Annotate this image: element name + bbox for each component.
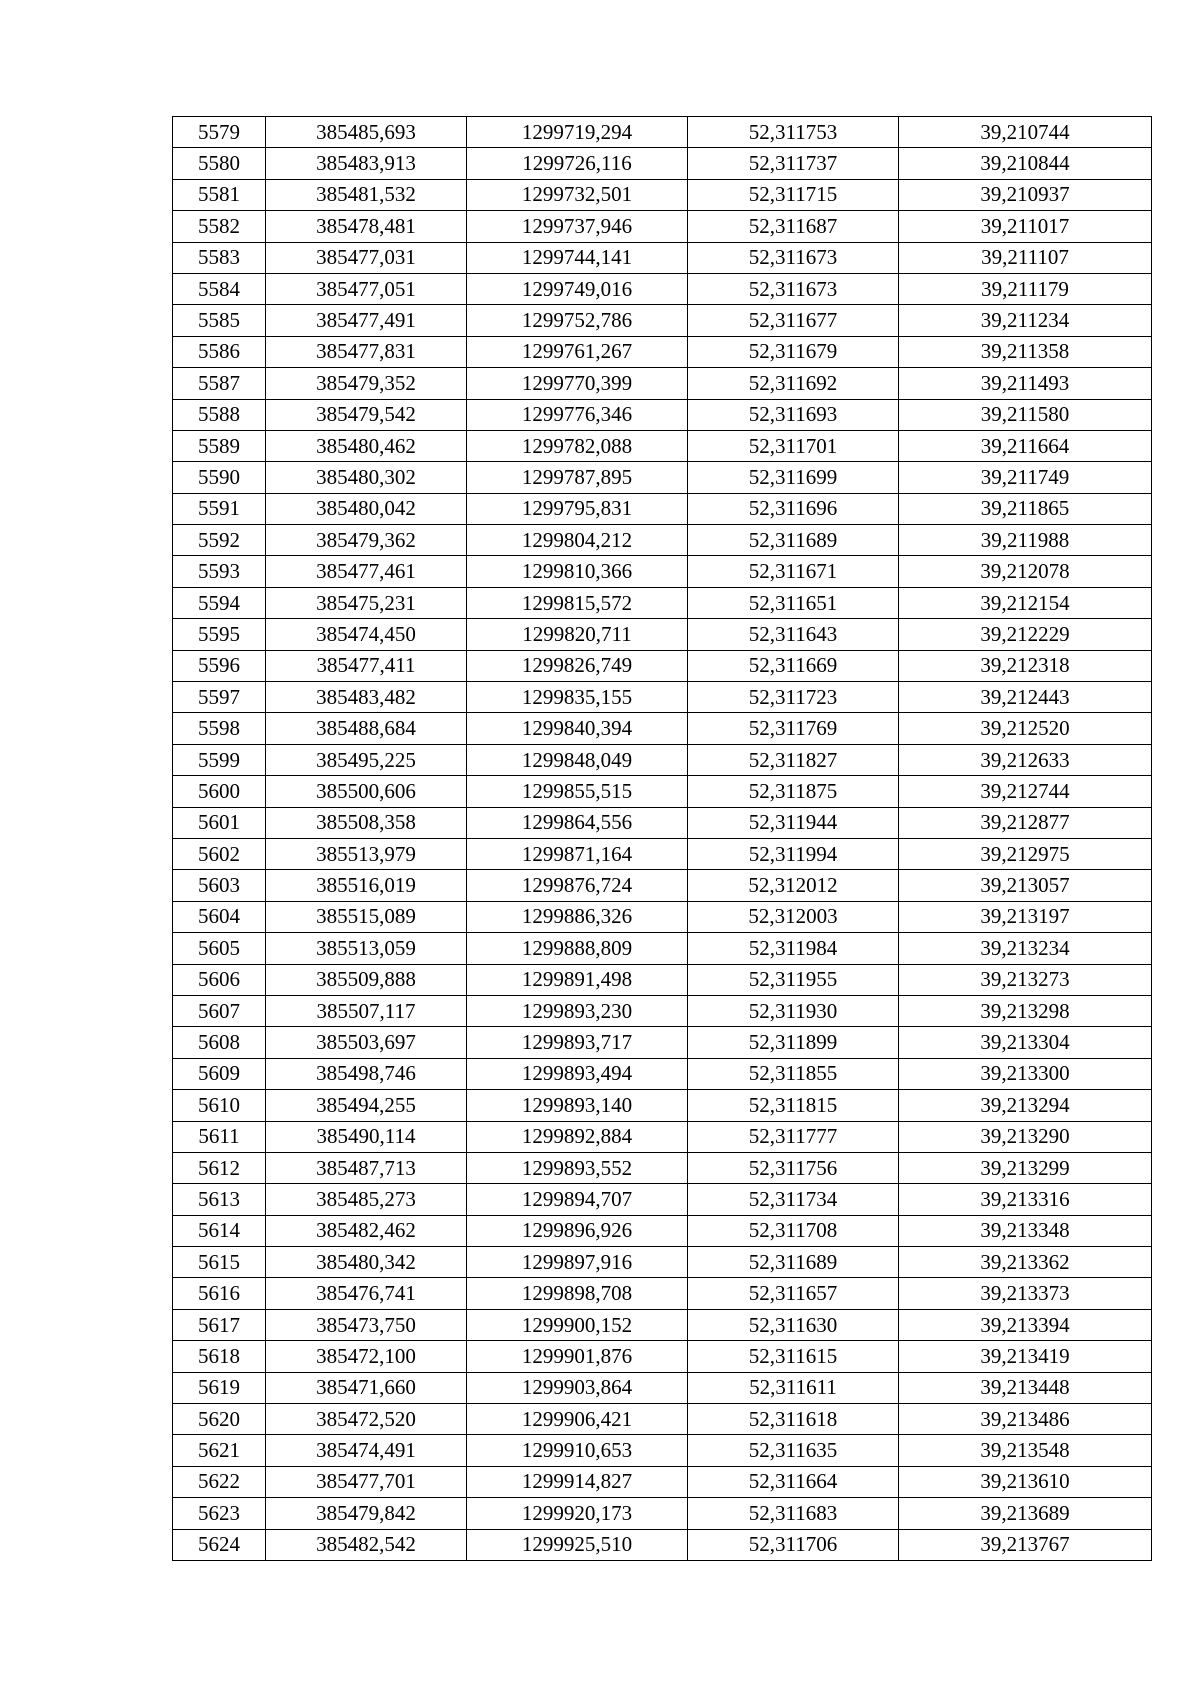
latitude-cell: 52,311683 <box>688 1498 899 1529</box>
y-coordinate-cell: 1299896,926 <box>467 1215 688 1246</box>
point-number-cell: 5620 <box>173 1404 266 1435</box>
table-row <box>173 1466 1152 1497</box>
latitude-cell: 52,311664 <box>688 1466 899 1497</box>
point-number-cell: 5596 <box>173 650 266 681</box>
latitude-cell: 52,311618 <box>688 1404 899 1435</box>
latitude-cell: 52,311671 <box>688 556 899 587</box>
longitude-cell: 39,212877 <box>899 807 1152 838</box>
latitude-cell: 52,311769 <box>688 713 899 744</box>
latitude-cell: 52,311723 <box>688 682 899 713</box>
x-coordinate-cell: 385480,342 <box>266 1247 467 1278</box>
x-coordinate-cell: 385477,461 <box>266 556 467 587</box>
point-number-cell: 5587 <box>173 368 266 399</box>
y-coordinate-cell: 1299787,895 <box>467 462 688 493</box>
table-row <box>173 964 1152 995</box>
table-row <box>173 1404 1152 1435</box>
y-coordinate-cell: 1299826,749 <box>467 650 688 681</box>
point-number-cell: 5597 <box>173 682 266 713</box>
latitude-cell: 52,311669 <box>688 650 899 681</box>
longitude-cell: 39,212318 <box>899 650 1152 681</box>
y-coordinate-cell: 1299815,572 <box>467 587 688 618</box>
table-row <box>173 713 1152 744</box>
y-coordinate-cell: 1299900,152 <box>467 1309 688 1340</box>
point-number-cell: 5607 <box>173 995 266 1026</box>
y-coordinate-cell: 1299871,164 <box>467 838 688 869</box>
longitude-cell: 39,211107 <box>899 242 1152 273</box>
point-number-cell: 5613 <box>173 1184 266 1215</box>
point-number-cell: 5605 <box>173 933 266 964</box>
table-row <box>173 462 1152 493</box>
table-row <box>173 1090 1152 1121</box>
x-coordinate-cell: 385477,491 <box>266 305 467 336</box>
x-coordinate-cell: 385483,913 <box>266 148 467 179</box>
latitude-cell: 52,311699 <box>688 462 899 493</box>
x-coordinate-cell: 385479,352 <box>266 368 467 399</box>
latitude-cell: 52,312012 <box>688 870 899 901</box>
longitude-cell: 39,213373 <box>899 1278 1152 1309</box>
table-row <box>173 807 1152 838</box>
point-number-cell: 5598 <box>173 713 266 744</box>
table-row <box>173 1372 1152 1403</box>
point-number-cell: 5623 <box>173 1498 266 1529</box>
table-row <box>173 179 1152 210</box>
longitude-cell: 39,211179 <box>899 273 1152 304</box>
latitude-cell: 52,311955 <box>688 964 899 995</box>
y-coordinate-cell: 1299897,916 <box>467 1247 688 1278</box>
x-coordinate-cell: 385509,888 <box>266 964 467 995</box>
y-coordinate-cell: 1299906,421 <box>467 1404 688 1435</box>
table-row <box>173 1278 1152 1309</box>
x-coordinate-cell: 385472,100 <box>266 1341 467 1372</box>
y-coordinate-cell: 1299888,809 <box>467 933 688 964</box>
table-row <box>173 305 1152 336</box>
table-row <box>173 870 1152 901</box>
latitude-cell: 52,311643 <box>688 619 899 650</box>
longitude-cell: 39,210844 <box>899 148 1152 179</box>
y-coordinate-cell: 1299810,366 <box>467 556 688 587</box>
y-coordinate-cell: 1299726,116 <box>467 148 688 179</box>
x-coordinate-cell: 385479,362 <box>266 525 467 556</box>
x-coordinate-cell: 385480,302 <box>266 462 467 493</box>
table-row <box>173 117 1152 148</box>
point-number-cell: 5582 <box>173 211 266 242</box>
table-row <box>173 901 1152 932</box>
table-row <box>173 1058 1152 1089</box>
table-row <box>173 744 1152 775</box>
point-number-cell: 5622 <box>173 1466 266 1497</box>
table-row <box>173 1152 1152 1183</box>
point-number-cell: 5604 <box>173 901 266 932</box>
y-coordinate-cell: 1299893,140 <box>467 1090 688 1121</box>
x-coordinate-cell: 385477,411 <box>266 650 467 681</box>
longitude-cell: 39,212229 <box>899 619 1152 650</box>
latitude-cell: 52,311673 <box>688 242 899 273</box>
x-coordinate-cell: 385479,542 <box>266 399 467 430</box>
longitude-cell: 39,213197 <box>899 901 1152 932</box>
latitude-cell: 52,311689 <box>688 1247 899 1278</box>
longitude-cell: 39,213362 <box>899 1247 1152 1278</box>
y-coordinate-cell: 1299891,498 <box>467 964 688 995</box>
coordinates-table-body <box>173 117 1152 1561</box>
longitude-cell: 39,213234 <box>899 933 1152 964</box>
x-coordinate-cell: 385513,979 <box>266 838 467 869</box>
latitude-cell: 52,311657 <box>688 1278 899 1309</box>
table-row <box>173 430 1152 461</box>
y-coordinate-cell: 1299886,326 <box>467 901 688 932</box>
table-row <box>173 682 1152 713</box>
point-number-cell: 5591 <box>173 493 266 524</box>
table-row <box>173 493 1152 524</box>
x-coordinate-cell: 385500,606 <box>266 776 467 807</box>
latitude-cell: 52,311677 <box>688 305 899 336</box>
table-row <box>173 368 1152 399</box>
point-number-cell: 5581 <box>173 179 266 210</box>
point-number-cell: 5618 <box>173 1341 266 1372</box>
latitude-cell: 52,311679 <box>688 336 899 367</box>
latitude-cell: 52,311673 <box>688 273 899 304</box>
x-coordinate-cell: 385476,741 <box>266 1278 467 1309</box>
table-row <box>173 1027 1152 1058</box>
point-number-cell: 5610 <box>173 1090 266 1121</box>
x-coordinate-cell: 385480,042 <box>266 493 467 524</box>
y-coordinate-cell: 1299876,724 <box>467 870 688 901</box>
x-coordinate-cell: 385503,697 <box>266 1027 467 1058</box>
longitude-cell: 39,213304 <box>899 1027 1152 1058</box>
x-coordinate-cell: 385477,031 <box>266 242 467 273</box>
latitude-cell: 52,311899 <box>688 1027 899 1058</box>
longitude-cell: 39,210744 <box>899 117 1152 148</box>
x-coordinate-cell: 385495,225 <box>266 744 467 775</box>
point-number-cell: 5601 <box>173 807 266 838</box>
table-row <box>173 1121 1152 1152</box>
point-number-cell: 5588 <box>173 399 266 430</box>
x-coordinate-cell: 385490,114 <box>266 1121 467 1152</box>
point-number-cell: 5602 <box>173 838 266 869</box>
x-coordinate-cell: 385478,481 <box>266 211 467 242</box>
x-coordinate-cell: 385474,450 <box>266 619 467 650</box>
longitude-cell: 39,213448 <box>899 1372 1152 1403</box>
point-number-cell: 5594 <box>173 587 266 618</box>
table-row <box>173 556 1152 587</box>
y-coordinate-cell: 1299770,399 <box>467 368 688 399</box>
y-coordinate-cell: 1299920,173 <box>467 1498 688 1529</box>
point-number-cell: 5611 <box>173 1121 266 1152</box>
point-number-cell: 5614 <box>173 1215 266 1246</box>
longitude-cell: 39,211017 <box>899 211 1152 242</box>
point-number-cell: 5603 <box>173 870 266 901</box>
y-coordinate-cell: 1299732,501 <box>467 179 688 210</box>
table-row <box>173 242 1152 273</box>
point-number-cell: 5621 <box>173 1435 266 1466</box>
table-row <box>173 1529 1152 1560</box>
longitude-cell: 39,213273 <box>899 964 1152 995</box>
y-coordinate-cell: 1299893,230 <box>467 995 688 1026</box>
y-coordinate-cell: 1299914,827 <box>467 1466 688 1497</box>
y-coordinate-cell: 1299719,294 <box>467 117 688 148</box>
point-number-cell: 5592 <box>173 525 266 556</box>
point-number-cell: 5608 <box>173 1027 266 1058</box>
longitude-cell: 39,213419 <box>899 1341 1152 1372</box>
latitude-cell: 52,311875 <box>688 776 899 807</box>
latitude-cell: 52,311615 <box>688 1341 899 1372</box>
table-row <box>173 399 1152 430</box>
table-row <box>173 1435 1152 1466</box>
y-coordinate-cell: 1299782,088 <box>467 430 688 461</box>
latitude-cell: 52,311701 <box>688 430 899 461</box>
point-number-cell: 5585 <box>173 305 266 336</box>
y-coordinate-cell: 1299776,346 <box>467 399 688 430</box>
point-number-cell: 5583 <box>173 242 266 273</box>
longitude-cell: 39,211580 <box>899 399 1152 430</box>
longitude-cell: 39,213316 <box>899 1184 1152 1215</box>
longitude-cell: 39,213610 <box>899 1466 1152 1497</box>
latitude-cell: 52,311756 <box>688 1152 899 1183</box>
y-coordinate-cell: 1299901,876 <box>467 1341 688 1372</box>
table-row <box>173 933 1152 964</box>
table-row <box>173 995 1152 1026</box>
longitude-cell: 39,212633 <box>899 744 1152 775</box>
x-coordinate-cell: 385485,693 <box>266 117 467 148</box>
y-coordinate-cell: 1299752,786 <box>467 305 688 336</box>
latitude-cell: 52,311737 <box>688 148 899 179</box>
x-coordinate-cell: 385508,358 <box>266 807 467 838</box>
x-coordinate-cell: 385477,701 <box>266 1466 467 1497</box>
y-coordinate-cell: 1299910,653 <box>467 1435 688 1466</box>
point-number-cell: 5624 <box>173 1529 266 1560</box>
x-coordinate-cell: 385507,117 <box>266 995 467 1026</box>
latitude-cell: 52,311734 <box>688 1184 899 1215</box>
point-number-cell: 5619 <box>173 1372 266 1403</box>
coordinates-table <box>172 116 1152 1561</box>
longitude-cell: 39,213548 <box>899 1435 1152 1466</box>
point-number-cell: 5616 <box>173 1278 266 1309</box>
x-coordinate-cell: 385472,520 <box>266 1404 467 1435</box>
point-number-cell: 5617 <box>173 1309 266 1340</box>
point-number-cell: 5595 <box>173 619 266 650</box>
point-number-cell: 5579 <box>173 117 266 148</box>
latitude-cell: 52,311777 <box>688 1121 899 1152</box>
latitude-cell: 52,311715 <box>688 179 899 210</box>
y-coordinate-cell: 1299804,212 <box>467 525 688 556</box>
x-coordinate-cell: 385513,059 <box>266 933 467 964</box>
longitude-cell: 39,210937 <box>899 179 1152 210</box>
y-coordinate-cell: 1299848,049 <box>467 744 688 775</box>
table-row <box>173 1341 1152 1372</box>
y-coordinate-cell: 1299893,552 <box>467 1152 688 1183</box>
longitude-cell: 39,211664 <box>899 430 1152 461</box>
x-coordinate-cell: 385477,831 <box>266 336 467 367</box>
longitude-cell: 39,212520 <box>899 713 1152 744</box>
table-row <box>173 776 1152 807</box>
x-coordinate-cell: 385471,660 <box>266 1372 467 1403</box>
latitude-cell: 52,311635 <box>688 1435 899 1466</box>
longitude-cell: 39,213394 <box>899 1309 1152 1340</box>
table-row <box>173 619 1152 650</box>
longitude-cell: 39,211234 <box>899 305 1152 336</box>
latitude-cell: 52,311984 <box>688 933 899 964</box>
longitude-cell: 39,213290 <box>899 1121 1152 1152</box>
point-number-cell: 5609 <box>173 1058 266 1089</box>
y-coordinate-cell: 1299749,016 <box>467 273 688 304</box>
x-coordinate-cell: 385480,462 <box>266 430 467 461</box>
table-row <box>173 1309 1152 1340</box>
x-coordinate-cell: 385479,842 <box>266 1498 467 1529</box>
x-coordinate-cell: 385477,051 <box>266 273 467 304</box>
point-number-cell: 5584 <box>173 273 266 304</box>
longitude-cell: 39,213057 <box>899 870 1152 901</box>
point-number-cell: 5593 <box>173 556 266 587</box>
table-row <box>173 838 1152 869</box>
latitude-cell: 52,311696 <box>688 493 899 524</box>
point-number-cell: 5589 <box>173 430 266 461</box>
longitude-cell: 39,213689 <box>899 1498 1152 1529</box>
x-coordinate-cell: 385488,684 <box>266 713 467 744</box>
y-coordinate-cell: 1299892,884 <box>467 1121 688 1152</box>
longitude-cell: 39,211865 <box>899 493 1152 524</box>
latitude-cell: 52,311827 <box>688 744 899 775</box>
point-number-cell: 5580 <box>173 148 266 179</box>
longitude-cell: 39,213767 <box>899 1529 1152 1560</box>
y-coordinate-cell: 1299761,267 <box>467 336 688 367</box>
x-coordinate-cell: 385482,542 <box>266 1529 467 1560</box>
latitude-cell: 52,311630 <box>688 1309 899 1340</box>
table-row <box>173 148 1152 179</box>
longitude-cell: 39,213486 <box>899 1404 1152 1435</box>
latitude-cell: 52,311855 <box>688 1058 899 1089</box>
table-row <box>173 1184 1152 1215</box>
longitude-cell: 39,213294 <box>899 1090 1152 1121</box>
longitude-cell: 39,211988 <box>899 525 1152 556</box>
latitude-cell: 52,311944 <box>688 807 899 838</box>
latitude-cell: 52,311693 <box>688 399 899 430</box>
latitude-cell: 52,311689 <box>688 525 899 556</box>
y-coordinate-cell: 1299893,494 <box>467 1058 688 1089</box>
point-number-cell: 5612 <box>173 1152 266 1183</box>
point-number-cell: 5586 <box>173 336 266 367</box>
table-row <box>173 525 1152 556</box>
longitude-cell: 39,213298 <box>899 995 1152 1026</box>
longitude-cell: 39,212975 <box>899 838 1152 869</box>
longitude-cell: 39,212744 <box>899 776 1152 807</box>
longitude-cell: 39,211749 <box>899 462 1152 493</box>
table-row <box>173 650 1152 681</box>
point-number-cell: 5606 <box>173 964 266 995</box>
latitude-cell: 52,311687 <box>688 211 899 242</box>
y-coordinate-cell: 1299855,515 <box>467 776 688 807</box>
table-row <box>173 1247 1152 1278</box>
y-coordinate-cell: 1299898,708 <box>467 1278 688 1309</box>
longitude-cell: 39,212154 <box>899 587 1152 618</box>
y-coordinate-cell: 1299744,141 <box>467 242 688 273</box>
latitude-cell: 52,312003 <box>688 901 899 932</box>
latitude-cell: 52,311692 <box>688 368 899 399</box>
longitude-cell: 39,213300 <box>899 1058 1152 1089</box>
table-row <box>173 1215 1152 1246</box>
longitude-cell: 39,212443 <box>899 682 1152 713</box>
y-coordinate-cell: 1299925,510 <box>467 1529 688 1560</box>
table-row <box>173 273 1152 304</box>
table-row <box>173 211 1152 242</box>
y-coordinate-cell: 1299893,717 <box>467 1027 688 1058</box>
table-row <box>173 1498 1152 1529</box>
point-number-cell: 5590 <box>173 462 266 493</box>
longitude-cell: 39,213299 <box>899 1152 1152 1183</box>
point-number-cell: 5599 <box>173 744 266 775</box>
x-coordinate-cell: 385485,273 <box>266 1184 467 1215</box>
latitude-cell: 52,311706 <box>688 1529 899 1560</box>
x-coordinate-cell: 385494,255 <box>266 1090 467 1121</box>
x-coordinate-cell: 385473,750 <box>266 1309 467 1340</box>
latitude-cell: 52,311708 <box>688 1215 899 1246</box>
x-coordinate-cell: 385498,746 <box>266 1058 467 1089</box>
x-coordinate-cell: 385482,462 <box>266 1215 467 1246</box>
x-coordinate-cell: 385475,231 <box>266 587 467 618</box>
latitude-cell: 52,311815 <box>688 1090 899 1121</box>
x-coordinate-cell: 385515,089 <box>266 901 467 932</box>
latitude-cell: 52,311753 <box>688 117 899 148</box>
y-coordinate-cell: 1299840,394 <box>467 713 688 744</box>
latitude-cell: 52,311651 <box>688 587 899 618</box>
longitude-cell: 39,211493 <box>899 368 1152 399</box>
point-number-cell: 5600 <box>173 776 266 807</box>
x-coordinate-cell: 385516,019 <box>266 870 467 901</box>
x-coordinate-cell: 385474,491 <box>266 1435 467 1466</box>
y-coordinate-cell: 1299820,711 <box>467 619 688 650</box>
latitude-cell: 52,311611 <box>688 1372 899 1403</box>
x-coordinate-cell: 385481,532 <box>266 179 467 210</box>
y-coordinate-cell: 1299864,556 <box>467 807 688 838</box>
longitude-cell: 39,213348 <box>899 1215 1152 1246</box>
y-coordinate-cell: 1299795,831 <box>467 493 688 524</box>
longitude-cell: 39,212078 <box>899 556 1152 587</box>
y-coordinate-cell: 1299894,707 <box>467 1184 688 1215</box>
point-number-cell: 5615 <box>173 1247 266 1278</box>
latitude-cell: 52,311994 <box>688 838 899 869</box>
y-coordinate-cell: 1299835,155 <box>467 682 688 713</box>
table-row <box>173 587 1152 618</box>
latitude-cell: 52,311930 <box>688 995 899 1026</box>
x-coordinate-cell: 385483,482 <box>266 682 467 713</box>
table-row <box>173 336 1152 367</box>
longitude-cell: 39,211358 <box>899 336 1152 367</box>
y-coordinate-cell: 1299737,946 <box>467 211 688 242</box>
x-coordinate-cell: 385487,713 <box>266 1152 467 1183</box>
y-coordinate-cell: 1299903,864 <box>467 1372 688 1403</box>
